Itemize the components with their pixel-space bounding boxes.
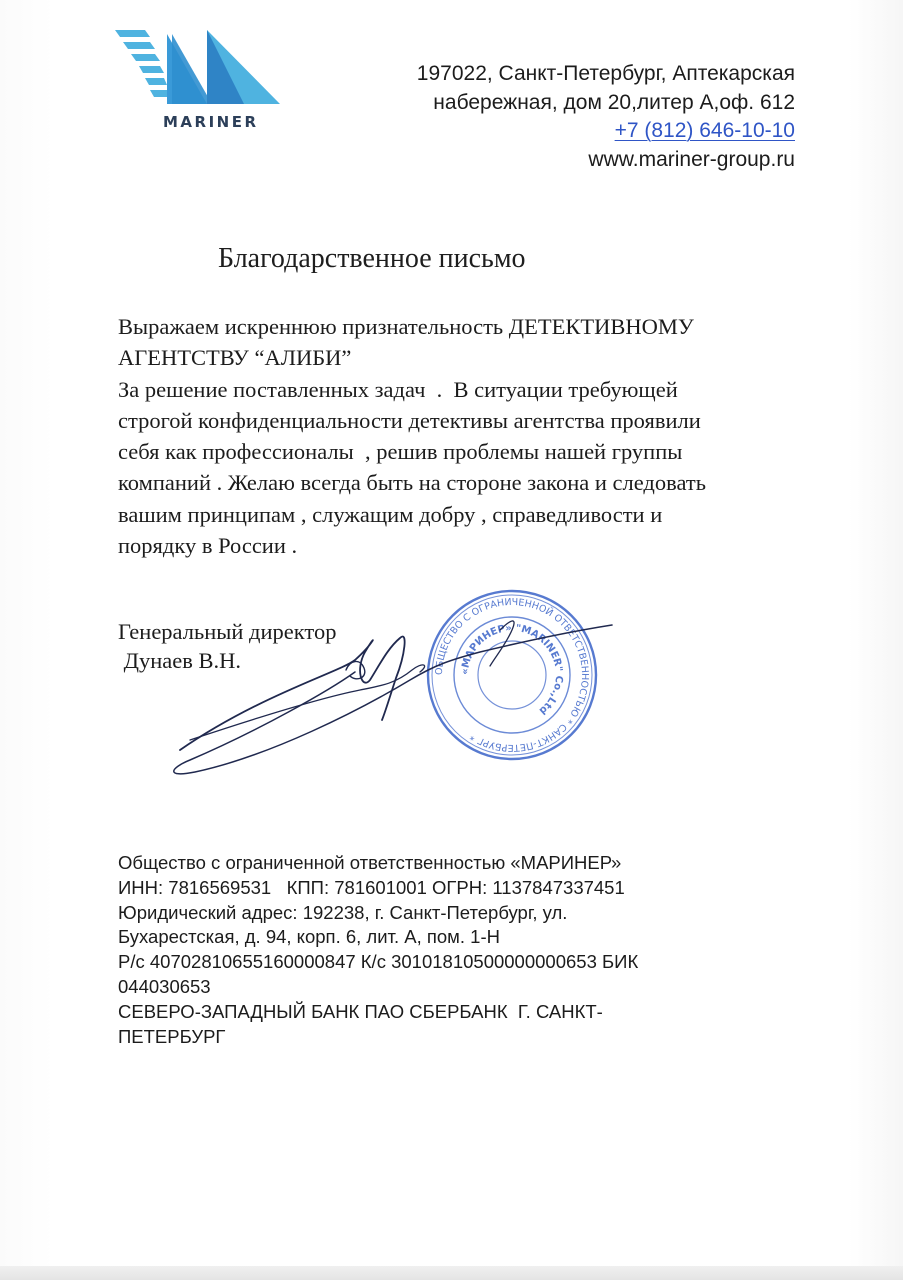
company-requisites [118,851,638,1049]
logo-stripe [115,30,150,37]
requisites-line: ПЕТЕРБУРГ [118,1025,226,1047]
page-bottom-edge [0,1266,903,1280]
handwritten-signature [150,600,620,785]
address-line-2: набережная, дом 20,литер А,оф. 612 [433,90,795,114]
signature-stroke [490,621,514,666]
logo-stripe [145,78,167,85]
logo-wordmark: MARINER [163,113,259,131]
requisites-line: Юридический адрес: 192238, г. Санкт-Петербург, ул. [118,901,568,923]
requisites-line: Общество с ограниченной ответственностью «МАРИНЕР» [118,852,622,873]
logo-stripe [131,54,160,61]
body-line: себя как профессионалы , решив проблемы нашей группы [118,439,683,465]
letter-title: Благодарственное письмо [218,243,526,274]
signature-stroke [180,636,405,750]
logo-stripe [139,66,164,73]
body-line: За решение поставленных задач . В ситуации требующей [118,376,678,402]
stamp-inner-text: «МАРИНЕР» "MARINER" Co.,Ltd [459,622,565,717]
logo-stripe [150,90,169,97]
requisites-line: Бухарестская, д. 94, корп. 6, лит. А, пом. 1-Н [118,926,500,948]
letter-body [118,311,798,561]
company-contact-block [417,60,795,174]
signature-stroke [174,622,612,774]
logo-stripe [123,42,155,49]
requisites-line: ИНН: 7816569531 КПП: 781601001 ОГРН: 1137847337451 [118,876,625,898]
requisites-line: Р/с 40702810655160000847 К/с 30101810500000000653 БИК [118,951,639,973]
stamp-outer-text: ОБЩЕСТВО С ОГРАНИЧЕННОЙ ОТВЕТСТВЕННОСТЬЮ * САНКТ-ПЕТЕРБУРГ * [433,596,591,754]
phone-link[interactable]: +7 (812) 646-10-10 [614,119,795,142]
signer-position: Генеральный директор [118,619,337,644]
logo-sail-mid [172,34,212,104]
signer-name: Дунаев В.Н. [118,648,241,673]
body-line: Выражаем искреннюю признательность ДЕТЕКТИВНОМУ [118,314,694,339]
requisites-line: СЕВЕРО-ЗАПАДНЫЙ БАНК ПАО СБЕРБАНК Г. САНКТ- [118,1000,603,1022]
body-line: порядку в России . [118,533,298,559]
body-line: вашим принципам , служащим добру , справедливости и [118,501,663,527]
website-text: www.mariner-group.ru [588,147,795,171]
body-line: компаний . Желаю всегда быть на стороне закона и следовать [118,470,706,496]
requisites-line: 044030653 [118,975,211,997]
body-line: АГЕНТСТВУ “АЛИБИ” [118,345,352,371]
address-line-1: 197022, Санкт-Петербург, Аптекарская [416,62,795,85]
signature-stroke [190,665,425,740]
body-line: строгой конфиденциальности детективы агентства проявили [118,407,701,433]
